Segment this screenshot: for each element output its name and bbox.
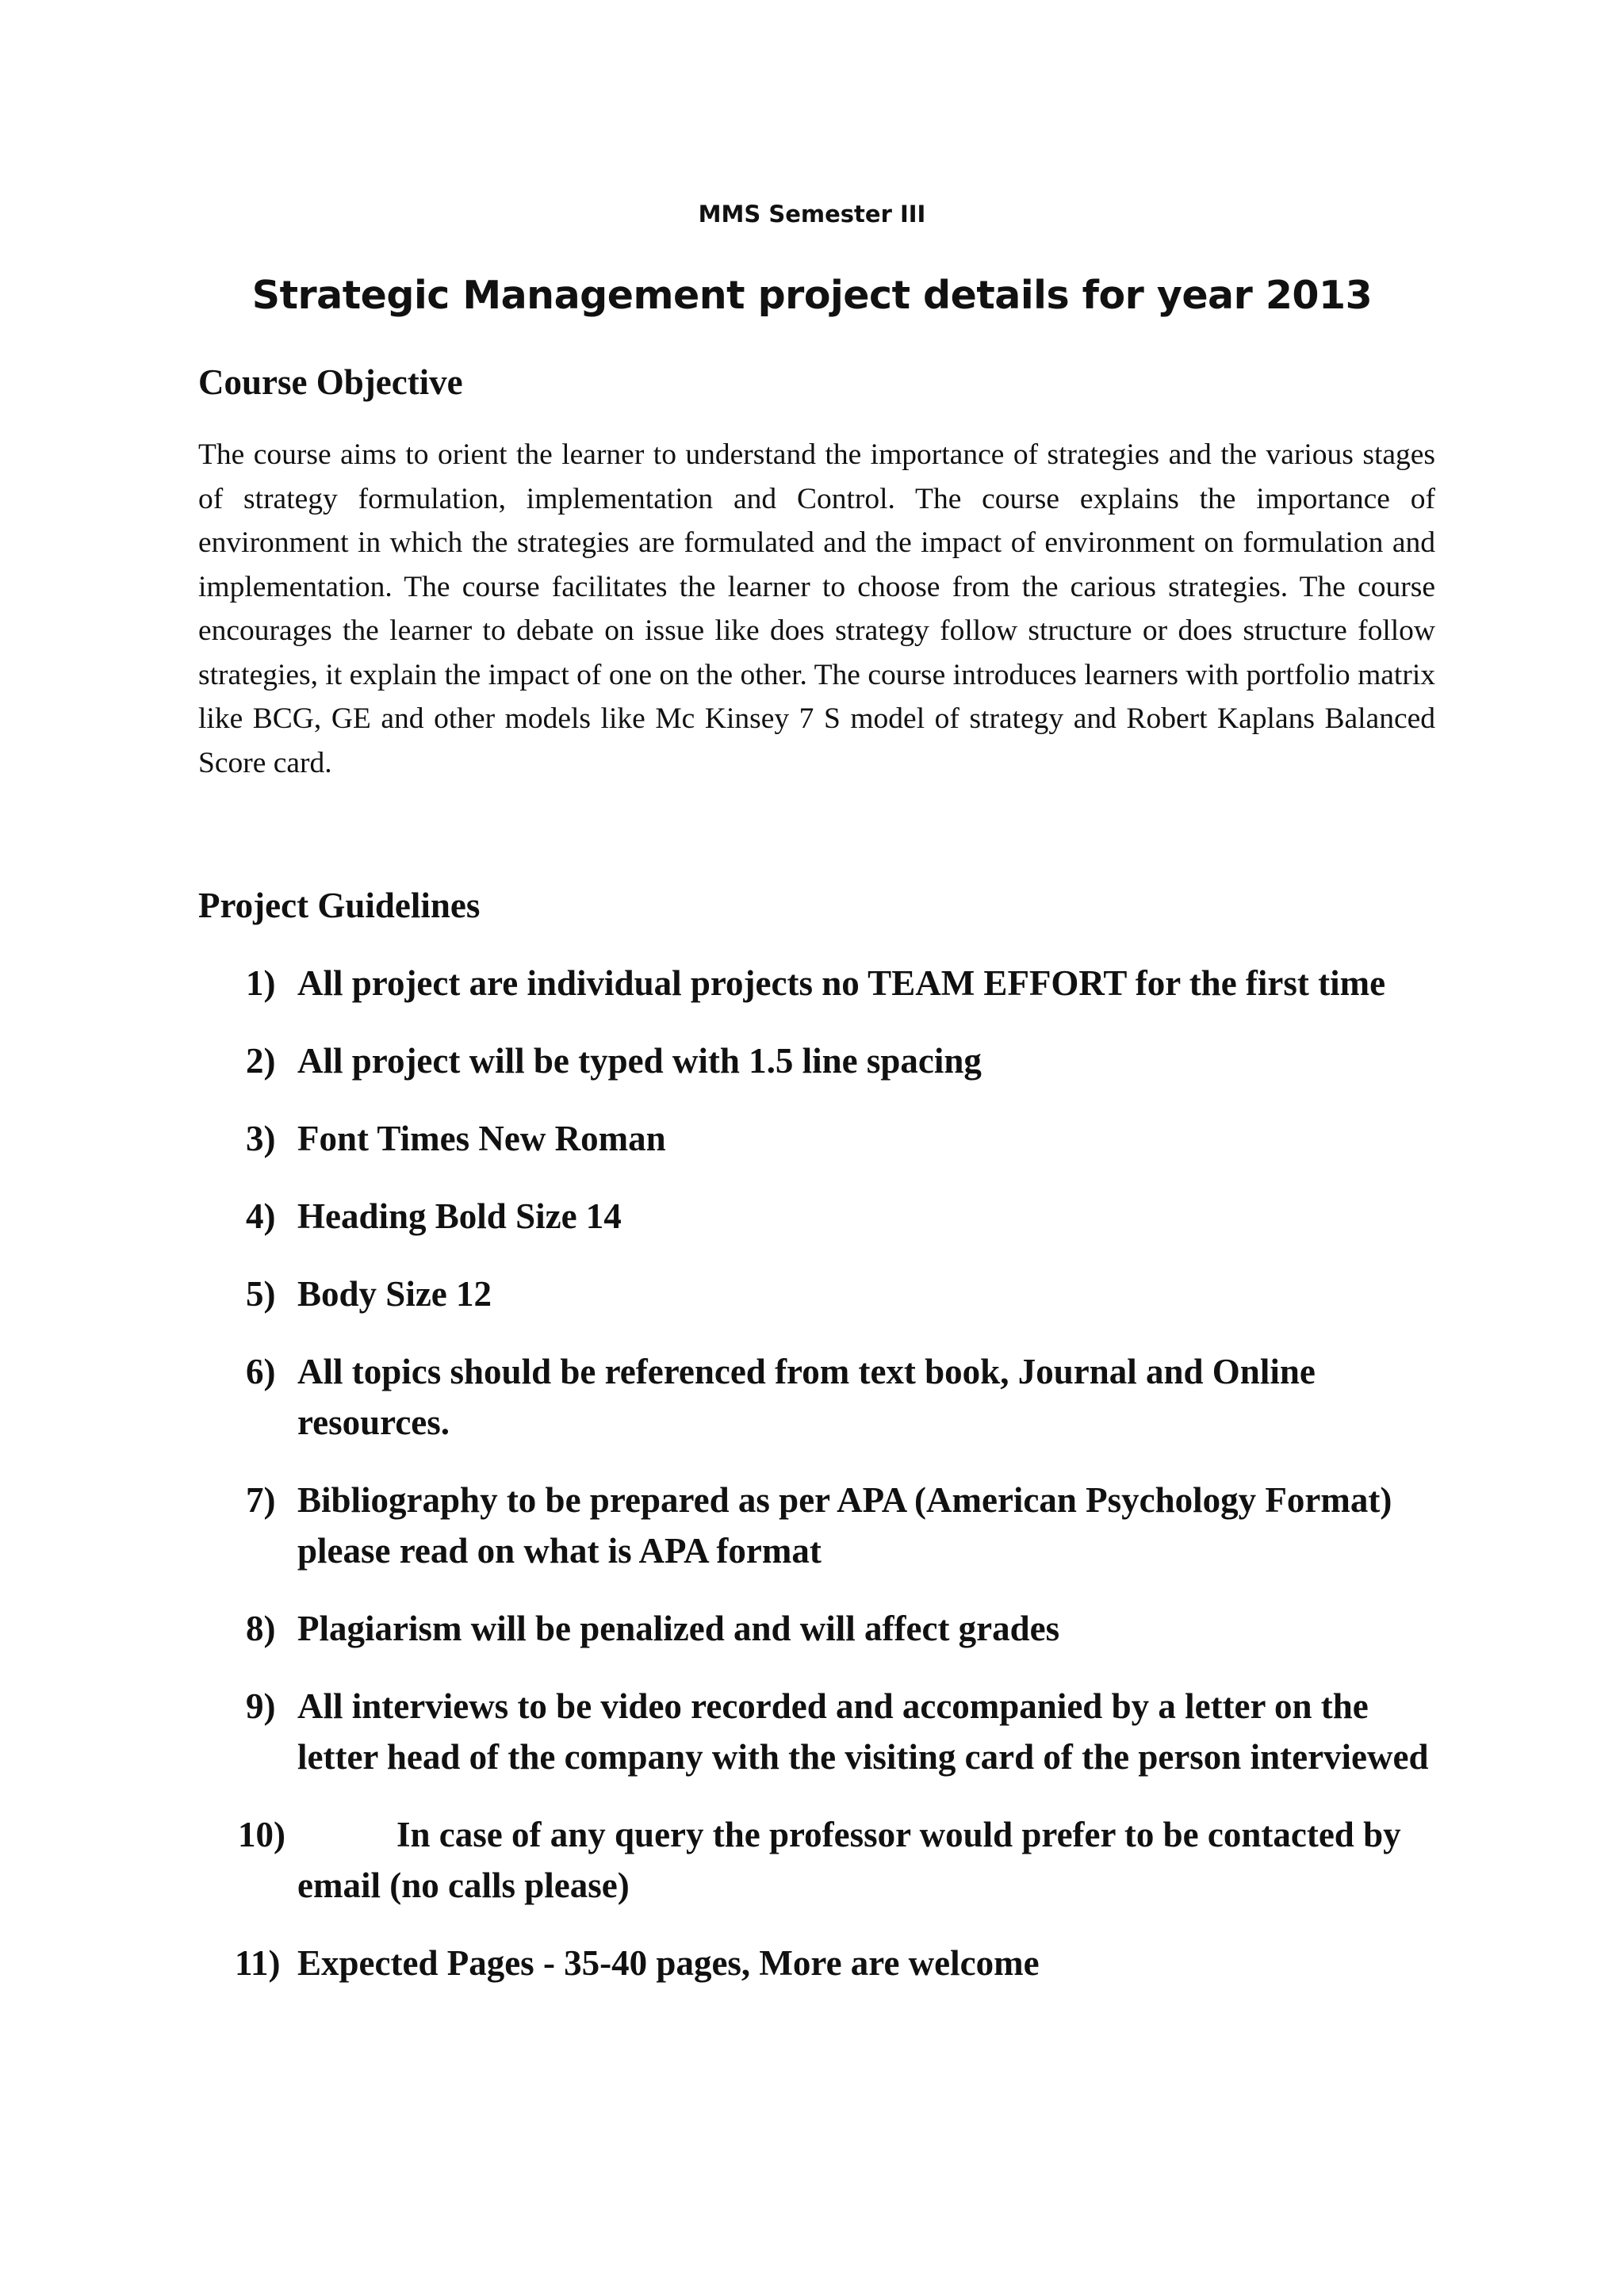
- guideline-item-3: [0, 1113, 1451, 1164]
- guideline-text: All project are individual projects no TEAM EFFORT for the first time: [297, 963, 1386, 1003]
- course-objective-heading: Course Objective: [198, 362, 463, 402]
- guideline-number: 5): [246, 1274, 276, 1314]
- guideline-item-2: [0, 1035, 1451, 1086]
- guideline-number: 4): [246, 1196, 276, 1236]
- guideline-number: 7): [246, 1480, 276, 1520]
- guideline-number: 2): [246, 1041, 276, 1081]
- semester-label: MMS Semester III: [698, 201, 926, 228]
- course-objective-text: The course aims to orient the learner to understand the importance of strategies and the various stages of strategy formulation, implementation and Control. The course explains the importance of environment in which the strategies are formulated and the impact of environment on formulation and implementation. The course facilitates the learner to choose from the carious strategies. The course encourages the learner to debate on issue like does strategy follow structure or does structure follow strategies, it explain the impact of one on the other. The course introduces learners with portfolio matrix like BCG, GE and other models like Mc Kinsey 7 S model of strategy and Robert Kaplans Balanced Score card.: [198, 438, 1435, 779]
- guideline-text: Bibliography to be prepared as per APA (American Psychology Format) please read on what is APA format: [297, 1480, 1392, 1571]
- guideline-text: In case of any query the professor would prefer to be contacted by email (no calls please): [297, 1815, 1401, 1905]
- guideline-text: All project will be typed with 1.5 line spacing: [297, 1041, 982, 1081]
- guideline-text: Body Size 12: [297, 1274, 492, 1314]
- guideline-number: 11): [235, 1943, 281, 1983]
- project-guidelines-list: [0, 958, 1624, 2015]
- guideline-number: 8): [246, 1609, 276, 1648]
- guideline-text: Plagiarism will be penalized and will affect grades: [297, 1609, 1060, 1648]
- project-guidelines-heading: Project Guidelines: [198, 886, 481, 925]
- guideline-text: All interviews to be video recorded and accompanied by a letter on the letter head of the company with the visiting card of the person interviewed: [297, 1686, 1429, 1777]
- page-title: Strategic Management project details for year 2013: [251, 273, 1373, 318]
- guideline-item-9: [0, 1681, 1451, 1782]
- guideline-item-8: [0, 1603, 1451, 1654]
- guideline-item-4: [0, 1191, 1451, 1242]
- guideline-item-5: [0, 1269, 1451, 1319]
- guideline-text: Expected Pages - 35-40 pages, More are welcome: [297, 1943, 1040, 1983]
- guideline-item-6: [0, 1346, 1451, 1448]
- guideline-item-1: [0, 958, 1451, 1008]
- guideline-text: Heading Bold Size 14: [297, 1196, 622, 1236]
- guideline-text: Font Times New Roman: [297, 1119, 666, 1158]
- guideline-number: 1): [246, 963, 276, 1003]
- guideline-text: All topics should be referenced from text book, Journal and Online resources.: [297, 1352, 1316, 1442]
- guideline-item-7: [0, 1475, 1451, 1576]
- guideline-number: 6): [246, 1352, 276, 1391]
- guideline-item-11: [0, 1938, 1451, 1988]
- guideline-number: 9): [246, 1686, 276, 1726]
- guideline-number: 10): [238, 1815, 285, 1854]
- guideline-item-10: [0, 1809, 1451, 1911]
- guideline-number: 3): [246, 1119, 276, 1158]
